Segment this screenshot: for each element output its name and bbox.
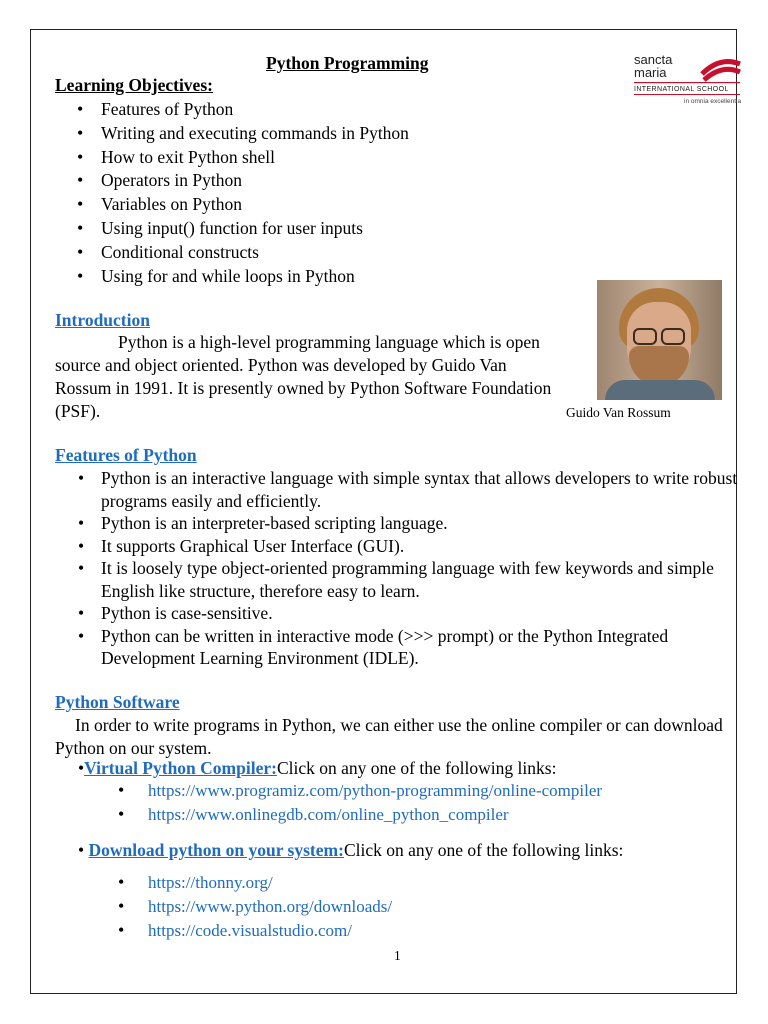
list-item: • Variables on Python <box>0 193 409 217</box>
software-heading[interactable]: Python Software <box>55 692 180 712</box>
guido-photo <box>597 280 722 400</box>
virtual-compiler-link[interactable]: Virtual Python Compiler: <box>84 758 277 778</box>
svg-text:sancta: sancta <box>634 52 673 67</box>
list-item: • Features of Python <box>0 98 409 122</box>
download-python-line <box>78 840 623 861</box>
list-item: • Using for and while loops in Python <box>0 265 409 289</box>
vscode-link[interactable]: https://code.visualstudio.com/ <box>148 921 352 940</box>
list-item: • Using input() function for user inputs <box>0 217 409 241</box>
list-item: • Python is an interactive language with simple syntax that allows developers to write robust programs easily and efficiently. <box>0 467 741 512</box>
features-list <box>0 467 741 670</box>
page-number: 1 <box>394 948 401 963</box>
python-downloads-link[interactable]: https://www.python.org/downloads/ <box>148 897 393 916</box>
onlinegdb-link[interactable]: https://www.onlinegdb.com/online_python_compiler <box>148 805 509 824</box>
objectives-list <box>0 98 409 288</box>
school-logo <box>632 52 744 108</box>
list-item: • Python is case-sensitive. <box>0 602 741 625</box>
list-item: • Python can be written in interactive mode (>>> prompt) or the Python Integrated Development Learning Environment (IDLE). <box>0 625 741 670</box>
list-item: • How to exit Python shell <box>0 146 409 170</box>
bullet: • <box>118 804 125 824</box>
download-python-link[interactable]: Download python on your system: <box>88 840 344 860</box>
page-title: Python Programming <box>266 53 429 73</box>
programiz-link[interactable]: https://www.programiz.com/python-programming/online-compiler <box>148 781 603 800</box>
list-item: • It is loosely type object-oriented programming language with few keywords and simple English like structure, therefore easy to learn. <box>0 557 741 602</box>
list-item: • It supports Graphical User Interface (GUI). <box>0 535 741 558</box>
bullet: • <box>78 840 85 860</box>
bullet: • <box>118 920 125 940</box>
svg-text:INTERNATIONAL SCHOOL: INTERNATIONAL SCHOOL <box>634 86 729 93</box>
objectives-heading: Learning Objectives: <box>55 75 213 95</box>
introduction-heading[interactable]: Introduction <box>55 310 150 330</box>
bullet: • <box>118 780 125 800</box>
svg-text:maria: maria <box>634 65 667 80</box>
download-python-text: Click on any one of the following links: <box>343 840 624 860</box>
introduction-paragraph: Python is a high-level programming language which is open source and object oriented. Python was developed by Guido Van Rossum in 1991. It is presently owned by Python Software Foundation (PSF). <box>55 332 552 421</box>
list-item: • Operators in Python <box>0 169 409 193</box>
virtual-compiler-line <box>78 758 556 779</box>
thonny-link[interactable]: https://thonny.org/ <box>148 873 273 892</box>
bullet: • <box>118 872 125 892</box>
virtual-compiler-text: Click on any one of the following links: <box>276 758 557 778</box>
photo-caption: Guido Van Rossum <box>566 405 671 420</box>
features-heading[interactable]: Features of Python <box>55 445 197 465</box>
list-item: • Conditional constructs <box>0 241 409 265</box>
bullet: • <box>78 758 85 778</box>
list-item: • Writing and executing commands in Python <box>0 122 409 146</box>
software-paragraph: In order to write programs in Python, we can either use the online compiler or can download Python on our system. <box>55 715 723 758</box>
bullet: • <box>118 896 125 916</box>
svg-text:in omnia excellentia: in omnia excellentia <box>684 98 742 105</box>
list-item: • Python is an interpreter-based scripting language. <box>0 512 741 535</box>
